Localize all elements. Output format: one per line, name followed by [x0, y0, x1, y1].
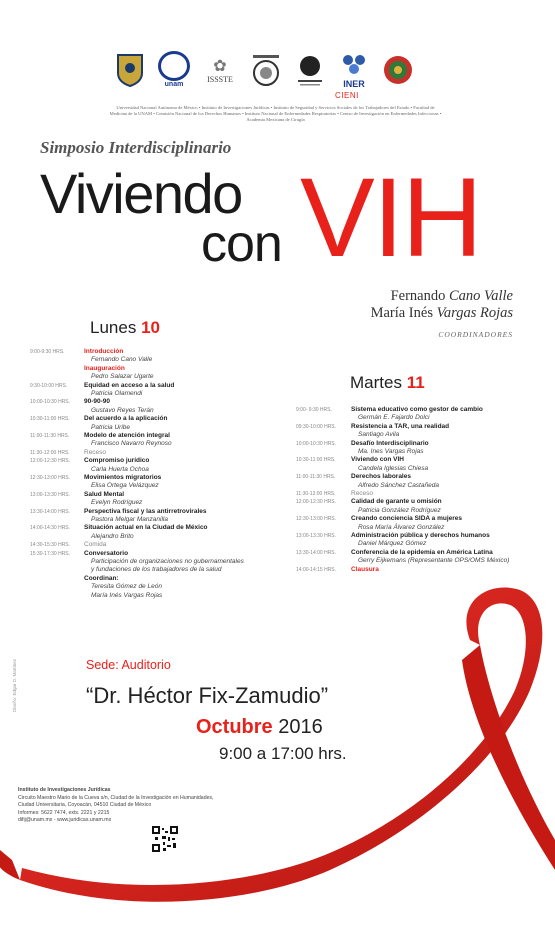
session-speaker: Pastora Melgar Manzanilla	[91, 516, 168, 523]
session-speaker: Patricia Olamendi	[91, 390, 143, 397]
session-time: 09:30-10:00 HRS.	[296, 423, 337, 430]
session-title: 90-90-90	[84, 398, 111, 406]
venue-name: “Dr. Héctor Fix-Zamudio”	[86, 683, 329, 708]
coordinator-2-first: María Inés	[370, 305, 437, 321]
session-title: Receso	[84, 448, 107, 456]
coordinator-1-first: Fernando	[390, 288, 449, 304]
session-title: Conversatorio	[84, 549, 129, 557]
session-title: Del acuerdo a la aplicación	[84, 415, 168, 423]
simposio-label: Simposio Interdisciplinario	[40, 138, 232, 157]
session-title: Salud Mental	[84, 490, 125, 498]
session-speaker: Fernando Cano Valle	[91, 356, 153, 364]
institutions-text: Universidad Nacional Autónoma de México • Instituto de Investigaciones Jurídicas • Instituto de Seguridad y Servicios Sociales de los Trabajadores del Estado • Facultad de Medicina de la UNAM • Comisión Nacional de los Derechos Humanos • Instituto Nacional de Enfermedades Respiratorias • Centro de Investigación en Enfermedades Infecciosas • Academia Mexicana de Cirugía	[109, 105, 442, 122]
session-time: 10:30-11:00 HRS.	[296, 457, 336, 464]
event-hours: 9:00 a 17:00 hrs.	[219, 744, 347, 763]
coordinator-2	[371, 305, 513, 322]
session-speaker: Pedro Salazar Ugarte	[91, 373, 154, 381]
session-time: 12:00-12:30 HRS.	[30, 458, 71, 465]
design-credit: Diseño: Edgar D. Martínez	[12, 658, 17, 712]
session-title: Movimientos migratorios	[84, 474, 162, 481]
session-speaker: Candela Iglesias Chiesa	[358, 464, 429, 472]
session-speaker: Participación de organizaciones no gubernamentales	[91, 558, 244, 565]
session-speaker: Alejandro Brito	[91, 532, 134, 540]
session-time: 9:30-10:00 HRS.	[30, 382, 68, 389]
day-lunes-name: Lunes	[90, 318, 137, 337]
session-time: 9:00-9:30 HRS.	[30, 349, 65, 355]
coordinator-2-last: Vargas Rojas	[436, 305, 513, 321]
session-time: 13:00-13:30 HRS.	[30, 491, 71, 498]
session-time: 14:00-14:15 HRS.	[296, 566, 337, 573]
session-speaker: María Inés Vargas Rojas	[91, 591, 163, 599]
session-title: Derechos laborales	[351, 473, 411, 481]
session-speaker: Carla Huerta Ochoa	[91, 465, 149, 473]
session-time: 12:30-13:00 HRS.	[296, 516, 337, 523]
coordinator-1	[391, 288, 513, 305]
session-title: Resistencia a TAR, una realidad	[351, 422, 450, 430]
comision-derechos-humanos-icon	[292, 52, 328, 88]
coordinator-1-last: Cano Valle	[448, 288, 513, 304]
session-title: Situación actual en la Ciudad de México	[84, 524, 208, 532]
event-year: 2016	[278, 716, 323, 738]
coordinators-label: COORDINADORES	[438, 330, 513, 339]
session-title: Coordinan:	[84, 574, 119, 582]
session-time: 11:00-11:30 HRS.	[30, 433, 70, 439]
session-speaker: Patricia Uribe	[91, 423, 131, 431]
footer-info	[18, 787, 214, 825]
session-speaker: Germán E. Fajardo Dolci	[358, 414, 430, 422]
session-title: Conferencia de la epidemia en América Latina	[351, 548, 493, 556]
session-title: Desafío Interdisciplinario	[351, 439, 429, 447]
academia-logo-icon	[380, 52, 416, 88]
day-martes-number: 11	[406, 373, 425, 392]
session-speaker: Gerry Eijkemans (Representante OPS/OMS México)	[358, 557, 510, 565]
session-speaker: Evelyn Rodríguez	[91, 499, 143, 507]
session-title: Equidad en acceso a la salud	[84, 381, 175, 389]
session-speaker: y fundaciones de los trabajadores de la salud	[91, 566, 222, 574]
footer-line-3: Informes: 5622 7474, exts. 2221 y 2215	[18, 809, 110, 816]
session-time: 13:30-14:00 HRS.	[296, 549, 337, 556]
qr-code-icon[interactable]	[152, 826, 178, 852]
session-time: 10:00-10:30 HRS.	[296, 440, 337, 447]
day-martes-name: Martes	[350, 373, 402, 392]
session-time: 9:00- 9:30 HRS.	[296, 407, 332, 413]
issste-logo-icon: ✿ ISSSTE	[207, 58, 233, 84]
day-heading-martes	[350, 373, 425, 393]
unam-logo-icon	[156, 52, 192, 88]
session-time: 15:30-17:30 HRS.	[30, 550, 71, 557]
facultad-medicina-icon	[248, 52, 284, 88]
session-speaker: Alfredo Sánchez Castañeda	[358, 481, 439, 489]
session-time: 10:00-10:30 HRS.	[30, 399, 71, 406]
session-speaker: Elisa Ortega Velázquez	[91, 482, 159, 490]
session-speaker: Gustavo Reyes Terán	[91, 406, 154, 414]
footer-line-0: Instituto de Investigaciones Jurídicas	[18, 787, 111, 793]
iner-label: INER	[343, 78, 365, 89]
session-speaker: Ma. Ines Vargas Rojas	[358, 448, 424, 455]
session-title: Creando conciencia SIDA a mujeres	[351, 515, 463, 523]
session-speaker: Santiago Avila	[358, 431, 400, 439]
day-lunes-number: 10	[141, 318, 160, 337]
session-time: 14:30-15:30 HRS.	[30, 542, 71, 549]
session-time: 13:30-14:00 HRS.	[30, 508, 71, 515]
title-vih: VIH	[300, 155, 481, 280]
session-time: 11:30-12:00 HRS.	[30, 449, 70, 456]
session-title: Introducción	[84, 348, 124, 355]
session-time: 10:30-11:00 HRS.	[30, 416, 70, 423]
session-time: 11:00-11:30 HRS.	[296, 474, 336, 481]
session-title: Sistema educativo como gestor de cambio	[351, 406, 483, 413]
session-title: Comida	[84, 541, 107, 549]
event-date	[196, 716, 323, 739]
session-speaker: Daniel Márquez Gómez	[358, 540, 427, 548]
session-time: 13:00-13:30 HRS.	[296, 533, 337, 539]
session-title: Calidad de garante u omisión	[351, 498, 442, 506]
session-speaker: Patricia González Rodríguez	[358, 506, 441, 514]
session-speaker: Rosa María Álvarez González	[358, 523, 445, 531]
session-time: 12:30-13:00 HRS.	[30, 475, 71, 481]
session-title: Modelo de atención integral	[84, 432, 170, 439]
event-month: Octubre	[196, 716, 273, 738]
unam-label: unam	[164, 81, 184, 88]
session-time: 14:00-14:30 HRS.	[30, 525, 71, 532]
footer-line-4: difij@unam.mx - www.juridicas.unam.mx	[18, 817, 112, 823]
session-title: Perspectiva fiscal y las antirretrovirales	[84, 507, 207, 515]
session-title: Compromiso jurídico	[84, 457, 150, 465]
session-time: 11:30-12:00 HRS.	[296, 491, 336, 497]
venue-sede: Sede: Auditorio	[86, 658, 171, 672]
unam-crest-icon	[112, 52, 148, 88]
iner-logo-icon	[336, 52, 372, 88]
issste-label: ISSSTE	[207, 75, 233, 84]
footer-line-2: Ciudad Universitaria, Coyoacán, 04510 Ciudad de México	[18, 802, 152, 808]
title-viviendo: Viviendo	[40, 162, 242, 225]
session-title: Receso	[351, 490, 374, 497]
cieni-label: CIENI	[335, 91, 359, 100]
day-heading-lunes	[90, 318, 160, 338]
session-title: Administración pública y derechos humanos	[351, 532, 490, 539]
session-speaker: Francisco Navarro Reynoso	[91, 440, 172, 448]
session-title: Inauguración	[84, 364, 125, 372]
session-speaker: Teresita Gómez de León	[91, 583, 162, 591]
footer-line-1: Circuito Maestro Mario de la Cueva s/n, Ciudad de la Investigación en Humanidades,	[18, 794, 214, 801]
session-time: 12:00-12:30 HRS.	[296, 499, 337, 506]
session-title: Clausura	[351, 565, 379, 573]
sponsor-logos	[112, 50, 442, 90]
title-con: con	[201, 215, 282, 273]
session-title: Viviendo con VIH	[351, 456, 404, 464]
